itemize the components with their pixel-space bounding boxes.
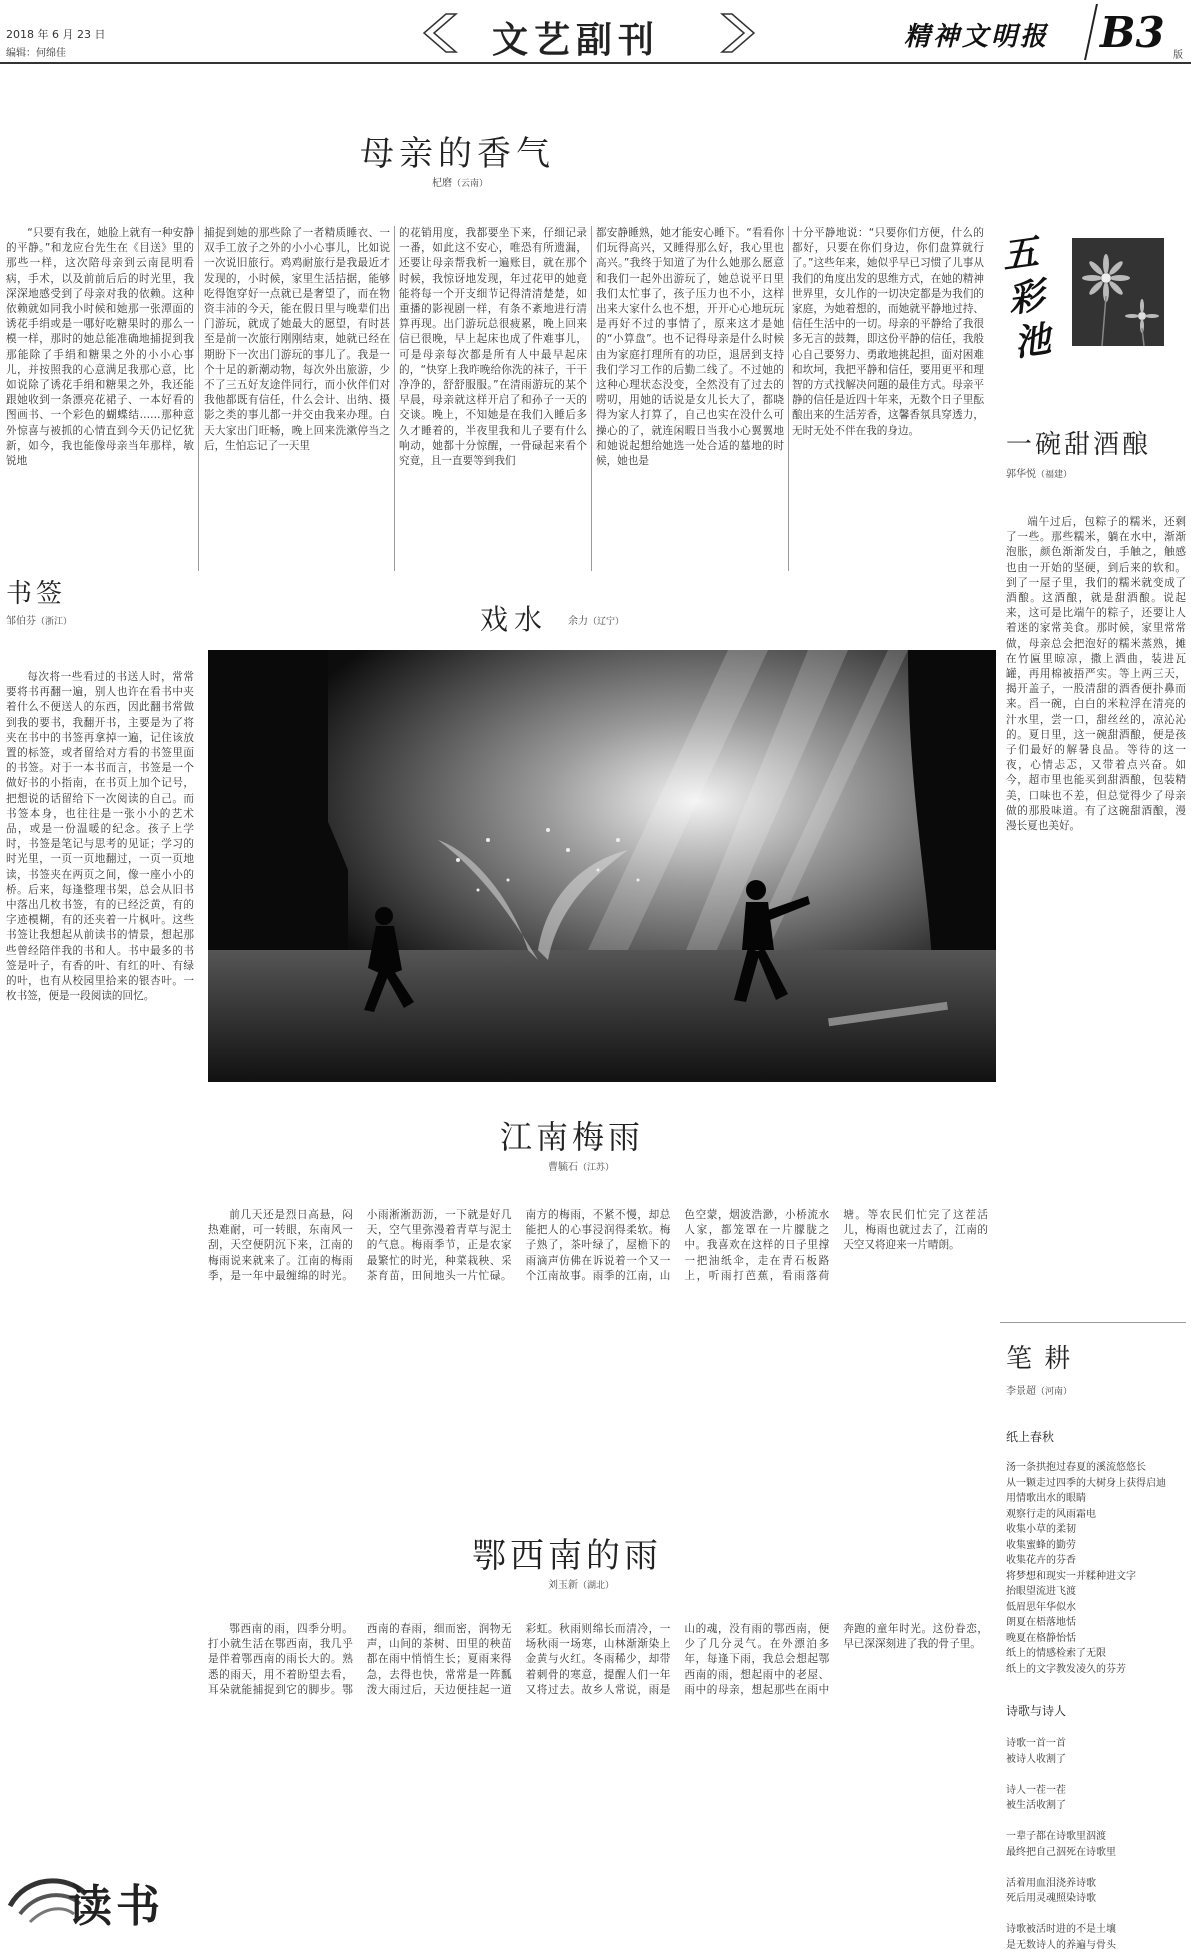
poem-1-title: 纸上春秋 — [1006, 1428, 1054, 1445]
main-article-col-3: 的花销用度，我都要坐下来，仔细记录一番，如此这不安心，唯恐有所遗漏，还要让母亲帮我析一遍账目，就在那个时候，我惊讶地发现，年过花甲的她竟能将每一个开支细节记得清清楚楚，如重播的影视剧一样，有条不紊地进行清算再现。出门游玩总很疲累，晚上回来信已很晚，早上起床也成了件难事儿，可是母亲每次都是所有人中最早起床的，“快穿上我昨晚给你洗的袜子，干干净净的，舒舒服服。”在清雨游玩的某个早晨，母亲就这样开启了和孙子一天的交谈。晚上，不知她是在我们入睡后多久才睡着的，半夜里我和儿子要有什么响动，她都十分惊醒，一骨碌起来看个究竟，且一直要等到我们 — [399, 226, 587, 574]
poem-line: 晚夏在格静怡恬 — [1006, 1631, 1188, 1647]
jiangnan-article-title: 江南梅雨 — [500, 1112, 644, 1158]
poem-line: 是无数诗人的养遍与骨头 — [1006, 1938, 1188, 1953]
rice-article-author: 郭华悦 — [1006, 469, 1036, 480]
rice-article-byline — [1006, 465, 1072, 480]
poem-line: 活着用血泪浇养诗歌 — [1006, 1876, 1188, 1892]
exinan-article-byline — [548, 1576, 614, 1591]
poem-line: 纸上的文字教发凌久的芬芳 — [1006, 1662, 1188, 1678]
poem-line: 死后用灵魂照染诗歌 — [1006, 1891, 1188, 1907]
rice-article-body: 端午过后，包粽子的糯米，还剩了一些。那些糯米，躺在水中，渐渐泡胀，颜色渐渐发白，手触之，触感也由一开始的坚硬，到后来的软和。到了一屋子里，我们的糯米就变成了酒酿。这酒酿，就是甜酒酿。说起来，这可是比端午的粽子，还要让人着迷的家常美食。那时候，家里常常做，母亲总会把泡好的糯米蒸熟，摊在竹匾里晾凉，撒上酒曲，装进瓦罐，再用棉被捂严实。等上两三天，揭开盖子，一股清甜的酒香便扑鼻而来。舀一碗，白白的米粒浮在清亮的汁水里，尝一口，甜丝丝的，凉沁沁的。夏日里，这一碗甜酒酿，便是孩子们最好的解暑良品。等待的这一夜，心情忐忑，又带着点兴奋。如今，超市里也能买到甜酒酿，包装精美，口味也不差，但总觉得少了母亲做的那股味道。有了这碗甜酒酿，漫漫长夏也美好。 — [1006, 515, 1186, 1310]
poem-2-lines — [1006, 1736, 1188, 1953]
photo-region: （辽宁） — [588, 617, 624, 627]
bookmark-article-region: （浙江） — [36, 617, 72, 627]
column-divider — [591, 226, 592, 571]
photo-title: 戏水 — [480, 598, 548, 638]
photo-author: 余力 — [568, 616, 588, 627]
paper-name-logo: 精神文明报 — [904, 16, 1049, 53]
main-article-author: 杞磨 — [432, 178, 452, 189]
exinan-article-title: 鄂西南的雨 — [472, 1528, 662, 1577]
bookmark-article-byline — [6, 612, 72, 627]
jiangnan-article-region: （江苏） — [578, 1163, 614, 1173]
poem-line: 被诗人收割了 — [1006, 1752, 1188, 1768]
editor-credit: 编辑：何绵佳 — [6, 44, 66, 59]
poem-line: 最终把自己泅死在诗歌里 — [1006, 1845, 1188, 1861]
main-article-col-1: “只要有我在，她脸上就有一种安静的平静。”和龙应台先生在《目送》里的那些一样，这次陪母亲到云南昆明看病，手术，以及前前后后的时光里，我深深地感受到了母亲对我的依赖。这种依赖就如同我小时候和她那一张潭面的诱花手绢或是一哪好吃糖果时的那么一模一样，那时的她总能准确地捕捉到我那能除了手绢和糖果之外的小小心事儿，并按照我的心意满足我那心意，比如说除了诱花手绢和糖果之外，我还能跟她收到一条漂亮花裙子、一本好看的图画书、一个彩色的蝴蝶结……那种意外惊喜与被抓的心情直到今天仍记忆犹新，如今，我也能像母亲当年那样，敏锐地 — [6, 226, 194, 574]
bookmark-article-title: 书签 — [6, 573, 66, 610]
header-rule — [0, 62, 1191, 64]
poem-line: 抬眼望流进飞渡 — [1006, 1584, 1188, 1600]
photo-byline — [568, 612, 624, 627]
jiangnan-article-byline — [548, 1158, 614, 1173]
poem-line: 诗人一茬一茬 — [1006, 1783, 1188, 1799]
poem-1-lines — [1006, 1460, 1188, 1677]
poetry-author: 李景超 — [1006, 1386, 1036, 1397]
column-divider — [394, 226, 395, 571]
exinan-article-region: （湖北） — [578, 1581, 614, 1591]
poem-line — [1006, 1767, 1188, 1783]
main-article-col-4: 都安静睡熟，她才能安心睡下。“看看你们玩得高兴，又睡得那么好，我心里也高兴。”我终于知道了为什么她那么愿意和我们一起外出游玩了，她总说平日里我们太忙事了，孩子压力也不小，这样出来大家什么也不想，开开心心地玩玩是再好不过的事情了，原来这才是她的“小算盘”。也不记得母亲是什么时候由为家庭打理所有的功臣，退居到支持我们学习工作的后勤二线了。不过她的这种心理状态没变，全然没有了过去的唠叨，用她的话说是女儿长大了，都晓得为家人打算了，自己也实在没什么可操心的了，就连闲暇日当我小心翼翼地和她说起想给她选一处合适的墓地的时候，她也是 — [596, 226, 784, 574]
main-article-title: 母亲的香气 — [360, 126, 555, 175]
poem-line: 被生活收割了 — [1006, 1798, 1188, 1814]
poem-line: 低眉思年华似水 — [1006, 1600, 1188, 1616]
main-article-col-5: 十分平静地说：“只要你们方便，什么的都好，只要在你们身边，你们盘算就行了。”这些年来，她似乎早已习惯了儿事从我们的角度出发的思维方式，在她的精神世界里，女儿作的一切决定都是为我们的家庭，为她着想的，而她就平静地过持、信任生活中的一切。母亲的平静给了我很多无言的鼓舞，即这份平静的信任，我般心自己要努力、勇敢地挑起担，面对困难和坎坷，我把平静和信任，要用更平和理智的方式找解决问题的最佳方式。母亲平静的信任是近四十年来，无数个日子里酝酿出来的生活芳香，这馨香氛具穿透力，无时无处不伴在我的身边。 — [792, 226, 984, 546]
exinan-article-body: 鄂西南的雨，四季分明。打小就生活在鄂西南，我几乎是伴着鄂西南的雨长大的。熟悉的雨天，用不着盼望去看，耳朵就能捕捉到它的脚步。鄂西南的春雨，细而密，润物无声，山间的茶树、田里的秧苗都在雨中悄悄生长；夏雨来得急，去得也快，常常是一阵瓢泼大雨过后，天边便挂起一道彩虹。秋雨则绵长而清冷，一场秋雨一场寒，山林渐渐染上金黄与火红。冬雨稀少，却带着刺骨的寒意，提醒人们一年又将过去。故乡人常说，雨是山的魂，没有雨的鄂西南，便少了几分灵气。在外漂泊多年，每逢下雨，我总会想起鄂西南的雨，想起雨中的老屋、雨中的母亲，想起那些在雨中奔跑的童年时光。这份眷恋，早已深深刻进了我的骨子里。 — [208, 1622, 988, 1922]
chevron-right-icon — [718, 10, 762, 56]
reading-logo — [6, 1858, 196, 1938]
poem-line — [1006, 1814, 1188, 1830]
exinan-article-author: 刘玉新 — [548, 1580, 578, 1591]
poem-line — [1006, 1907, 1188, 1923]
page-code: B3 — [1100, 8, 1165, 57]
poetry-region: （河南） — [1036, 1387, 1072, 1397]
section-title: 文艺副刊 — [492, 12, 660, 63]
poem-line: 收集小草的柔韧 — [1006, 1522, 1188, 1538]
sidebar-column-logo — [1000, 230, 1186, 372]
main-article-col-2: 捕捉到她的那些除了一者精质睡衣、一双手工放子之外的小小心事儿，比如说一次说旧旅行。鸡鸡耐旅行是我最近才发现的，小时候，家里生活拮据，能够吃得饱穿好一点就已是奢望了，而在物资丰沛的今天，能在假日里与晚辈们出门游玩，就成了她最大的愿望，有时甚至是前一次旅行刚刚结束，她就已经在期盼下一次出门游玩的事儿了。我是一个十足的新潮动物，每次外出旅游，少不了三五好友途伴同行，而小伙伴们对我他都既有信任，什么会计、出纳、摄影之类的事儿都一并交由我来办理。白天大家出门旺畅，晚上回来洗漱停当之后，生怕忘记了一天里 — [204, 226, 390, 574]
poem-line: 朗夏在梧落地恬 — [1006, 1615, 1188, 1631]
jiangnan-article-body: 前几天还是烈日高悬，闷热难耐，可一转眼，东南风一刮，天空便阴沉下来，江南的梅雨说来就来了。江南的梅雨季，是一年中最缠绵的时光。小雨淅淅沥沥，一下就是好几天，空气里弥漫着青草与泥土的气息。梅雨季节，正是农家最繁忙的时光，种菜栽秧、采茶育苗，田间地头一片忙碌。南方的梅雨，不紧不慢，却总能把人的心事浸润得柔软。梅子熟了，茶叶绿了，屋檐下的雨滴声仿佛在诉说着一个又一个江南故事。雨季的江南，山色空蒙，烟波浩渺，小桥流水人家，都笼罩在一片朦胧之中。我喜欢在这样的日子里撑一把油纸伞，走在青石板路上，听雨打芭蕉，看雨落荷塘。等农民们忙完了这茬活儿，梅雨也就过去了，江南的天空又将迎来一片晴朗。 — [208, 1208, 988, 1508]
sidebar-divider — [1000, 1322, 1186, 1323]
poem-line: 汤一条拱抱过春夏的溪流悠悠长 — [1006, 1460, 1188, 1476]
poetry-column-title: 笔 耕 — [1006, 1338, 1072, 1375]
poem-line: 从一颗走过四季的大树身上获得启迪 — [1006, 1476, 1188, 1492]
jiangnan-article-author: 曹毓石 — [548, 1162, 578, 1173]
main-article-byline — [432, 174, 488, 189]
poem-line: 诗歌一首一首 — [1006, 1736, 1188, 1752]
water-play-photo — [208, 650, 996, 1082]
bookmark-article-author: 邹伯芬 — [6, 616, 36, 627]
poem-line: 收集蜜蜂的勤劳 — [1006, 1538, 1188, 1554]
poem-line: 一辈子都在诗歌里泅渡 — [1006, 1829, 1188, 1845]
flower-photo — [1072, 238, 1164, 346]
page-suffix: 版 — [1173, 46, 1183, 61]
poem-line: 观察行走的风雨霜电 — [1006, 1507, 1188, 1523]
poem-line: 收集花卉的芬香 — [1006, 1553, 1188, 1569]
chevron-left-icon — [416, 10, 460, 56]
masthead — [0, 0, 1191, 64]
rice-article-title: 一碗甜酒酿 — [1006, 424, 1151, 461]
poem-line — [1006, 1860, 1188, 1876]
column-divider — [198, 226, 199, 571]
column-divider — [788, 226, 789, 571]
poem-line: 诗歌被活时进的不是土壤 — [1006, 1922, 1188, 1938]
main-article-region: （云南） — [452, 179, 488, 189]
poem-line: 用情歌出水的眼睛 — [1006, 1491, 1188, 1507]
poem-line: 纸上的情感检索了无限 — [1006, 1646, 1188, 1662]
bookmark-article-body: 每次将一些看过的书送人时，常常要将书再翻一遍，别人也许在看书中夹着什么不便送人的东西，因此翻书常做到我的要书，我翻开书，主要是为了将夹在书中的书签再拿掉一遍，记住该放置的标签，或者留给对方看的书签里面的书签。对于一本书而言，书签是一个做好书的小指南，在书页上加个记号，把想说的话留给下一次阅读的自己。而书签本身，也往往是一张小小的艺术品，或是一份温暖的纪念。孩子上学时，书签是笔记与思考的见证；学习的时光里，一页一页地翻过，一页一页地读，书签夹在两页之间，像一座小小的桥。后来，每逢整理书架，总会从旧书中落出几枚书签，有的已经泛黄，有的字迹模糊，有的还夹着一片枫叶。这些书签让我想起从前读书的情景，想起那些曾经陪伴我的书和人。书中最多的书签是叶子，有香的叶、有红的叶、有绿的叶，也有从校园里拾来的银杏叶。一枚书签，便是一段阅读的回忆。 — [6, 670, 194, 1830]
poetry-byline — [1006, 1382, 1072, 1397]
rice-article-region: （福建） — [1036, 470, 1072, 480]
poem-line: 将梦想和现实一并糅种进文字 — [1006, 1569, 1188, 1585]
page-divider — [1084, 4, 1098, 60]
poem-2-title: 诗歌与诗人 — [1006, 1702, 1066, 1719]
reading-logo-text: 读书 — [68, 1870, 164, 1934]
column-logo-text: 五彩池 — [999, 226, 1077, 365]
issue-date: 2018 年 6 月 23 日 — [6, 26, 105, 42]
